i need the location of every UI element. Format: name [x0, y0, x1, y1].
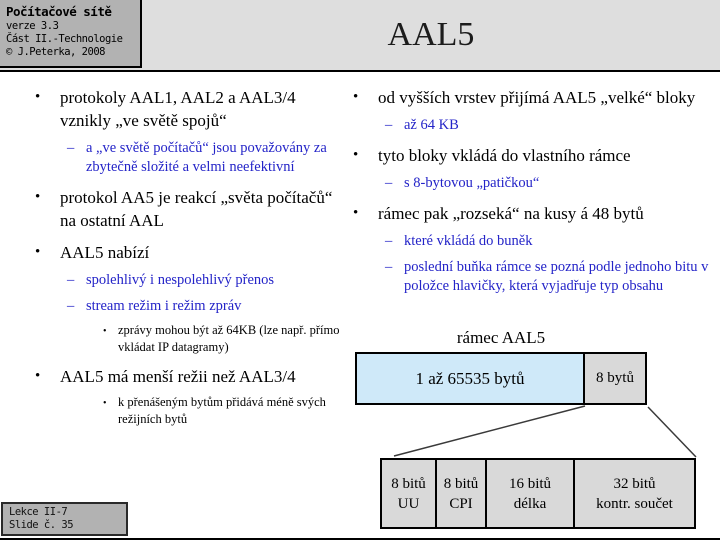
course-name: Počítačové sítě: [6, 4, 112, 19]
list-item-text: které vkládá do buněk: [404, 233, 533, 249]
dash-bullet-icon: –: [385, 117, 393, 133]
field-length: [487, 460, 575, 527]
field-size: 8 bitů: [391, 475, 426, 492]
field-size: 8 bitů: [443, 475, 479, 492]
field-size: 32 bitů: [613, 475, 656, 492]
field-name: CPI: [449, 495, 473, 512]
field-name: UU: [397, 495, 420, 512]
field-checksum: [575, 460, 694, 527]
list-item: [348, 232, 716, 251]
dash-bullet-icon: –: [385, 175, 393, 191]
field-cpi: [437, 460, 487, 527]
list-item-text: zprávy mohou být až 64KB (lze např. přímo vkládat IP datagramy): [118, 323, 340, 354]
list-item-text: s 8-bytovou „patičkou“: [404, 175, 540, 191]
bullet-icon: •: [353, 147, 359, 163]
list-item-text: rámec pak „rozseká“ na kusy á 48 bytů: [378, 204, 644, 223]
list-item: [30, 241, 342, 264]
list-item-text: stream režim i režim zpráv: [86, 298, 242, 314]
field-name: kontr. součet: [596, 495, 673, 512]
field-size: 16 bitů: [508, 475, 552, 492]
field-uu: [382, 460, 437, 527]
slide-header: [0, 0, 720, 72]
bullet-icon: •: [35, 189, 41, 205]
list-item-text: k přenášeným bytům přidává méně svých režijních bytů: [118, 395, 326, 426]
frame-diagram-label: rámec AAL5: [456, 328, 546, 347]
bullet-icon: •: [103, 398, 107, 409]
bullet-icon: •: [35, 89, 41, 105]
list-item-text: AAL5 nabízí: [60, 243, 150, 262]
list-item: [30, 297, 342, 316]
list-item-text: poslední buňka rámce se pozná podle jednoho bitu v položce hlavičky, která vyjadřuje typ obsahu: [404, 259, 709, 294]
dash-bullet-icon: –: [385, 233, 393, 249]
page-title: AAL5: [387, 16, 475, 53]
dash-bullet-icon: –: [67, 298, 75, 314]
list-item: [30, 322, 342, 356]
list-item: [30, 139, 342, 177]
bullet-icon: •: [35, 368, 41, 384]
list-item: [30, 271, 342, 290]
dash-bullet-icon: –: [67, 140, 75, 156]
right-column: [348, 86, 716, 296]
course-version: verze 3.3: [6, 20, 59, 32]
list-item: [348, 174, 716, 193]
list-item: [348, 202, 716, 225]
frame-payload-cell: 1 až 65535 bytů: [357, 354, 585, 403]
list-item: [30, 86, 342, 132]
trailer-fields-box: [380, 458, 696, 529]
list-item-text: spolehlivý i nespolehlivý přenos: [86, 272, 275, 288]
dash-bullet-icon: –: [67, 272, 75, 288]
list-item: [348, 144, 716, 167]
left-column: [30, 86, 342, 428]
bullet-icon: •: [35, 244, 41, 260]
field-name: délka: [513, 495, 547, 512]
slide-number: Slide č. 35: [9, 519, 74, 531]
lesson-label: Lekce II-7: [9, 506, 68, 518]
list-item-text: od vyšších vrstev přijímá AAL5 „velké“ bloky: [378, 88, 696, 107]
aal5-frame-box: [355, 352, 647, 405]
bullet-icon: •: [353, 89, 359, 105]
course-copyright: © J.Peterka, 2008: [6, 46, 105, 58]
list-item: [30, 394, 342, 428]
list-item-text: protokol AA5 je reakcí „světa počítačů“ na ostatní AAL: [60, 188, 333, 230]
course-info-box: [0, 0, 142, 68]
list-item: [348, 116, 716, 135]
list-item: [348, 86, 716, 109]
list-item-text: tyto bloky vkládá do vlastního rámce: [378, 146, 631, 165]
course-part: Část II.-Technologie: [6, 33, 123, 45]
frame-trailer-cell: 8 bytů: [585, 354, 645, 403]
slide-footer-box: [1, 502, 128, 536]
list-item: [30, 365, 342, 388]
bullet-icon: •: [353, 205, 359, 221]
list-item: [348, 258, 716, 296]
list-item-text: a „ve světě počítačů“ jsou považovány za zbytečně složité a velmi neefektivní: [86, 140, 327, 175]
dash-bullet-icon: –: [385, 259, 393, 275]
list-item-text: protokoly AAL1, AAL2 a AAL3/4 vznikly „ve světě spojů“: [60, 88, 296, 130]
list-item-text: až 64 KB: [404, 117, 459, 133]
list-item: [30, 186, 342, 232]
bullet-icon: •: [103, 326, 107, 337]
list-item-text: AAL5 má menší režii než AAL3/4: [60, 367, 296, 386]
